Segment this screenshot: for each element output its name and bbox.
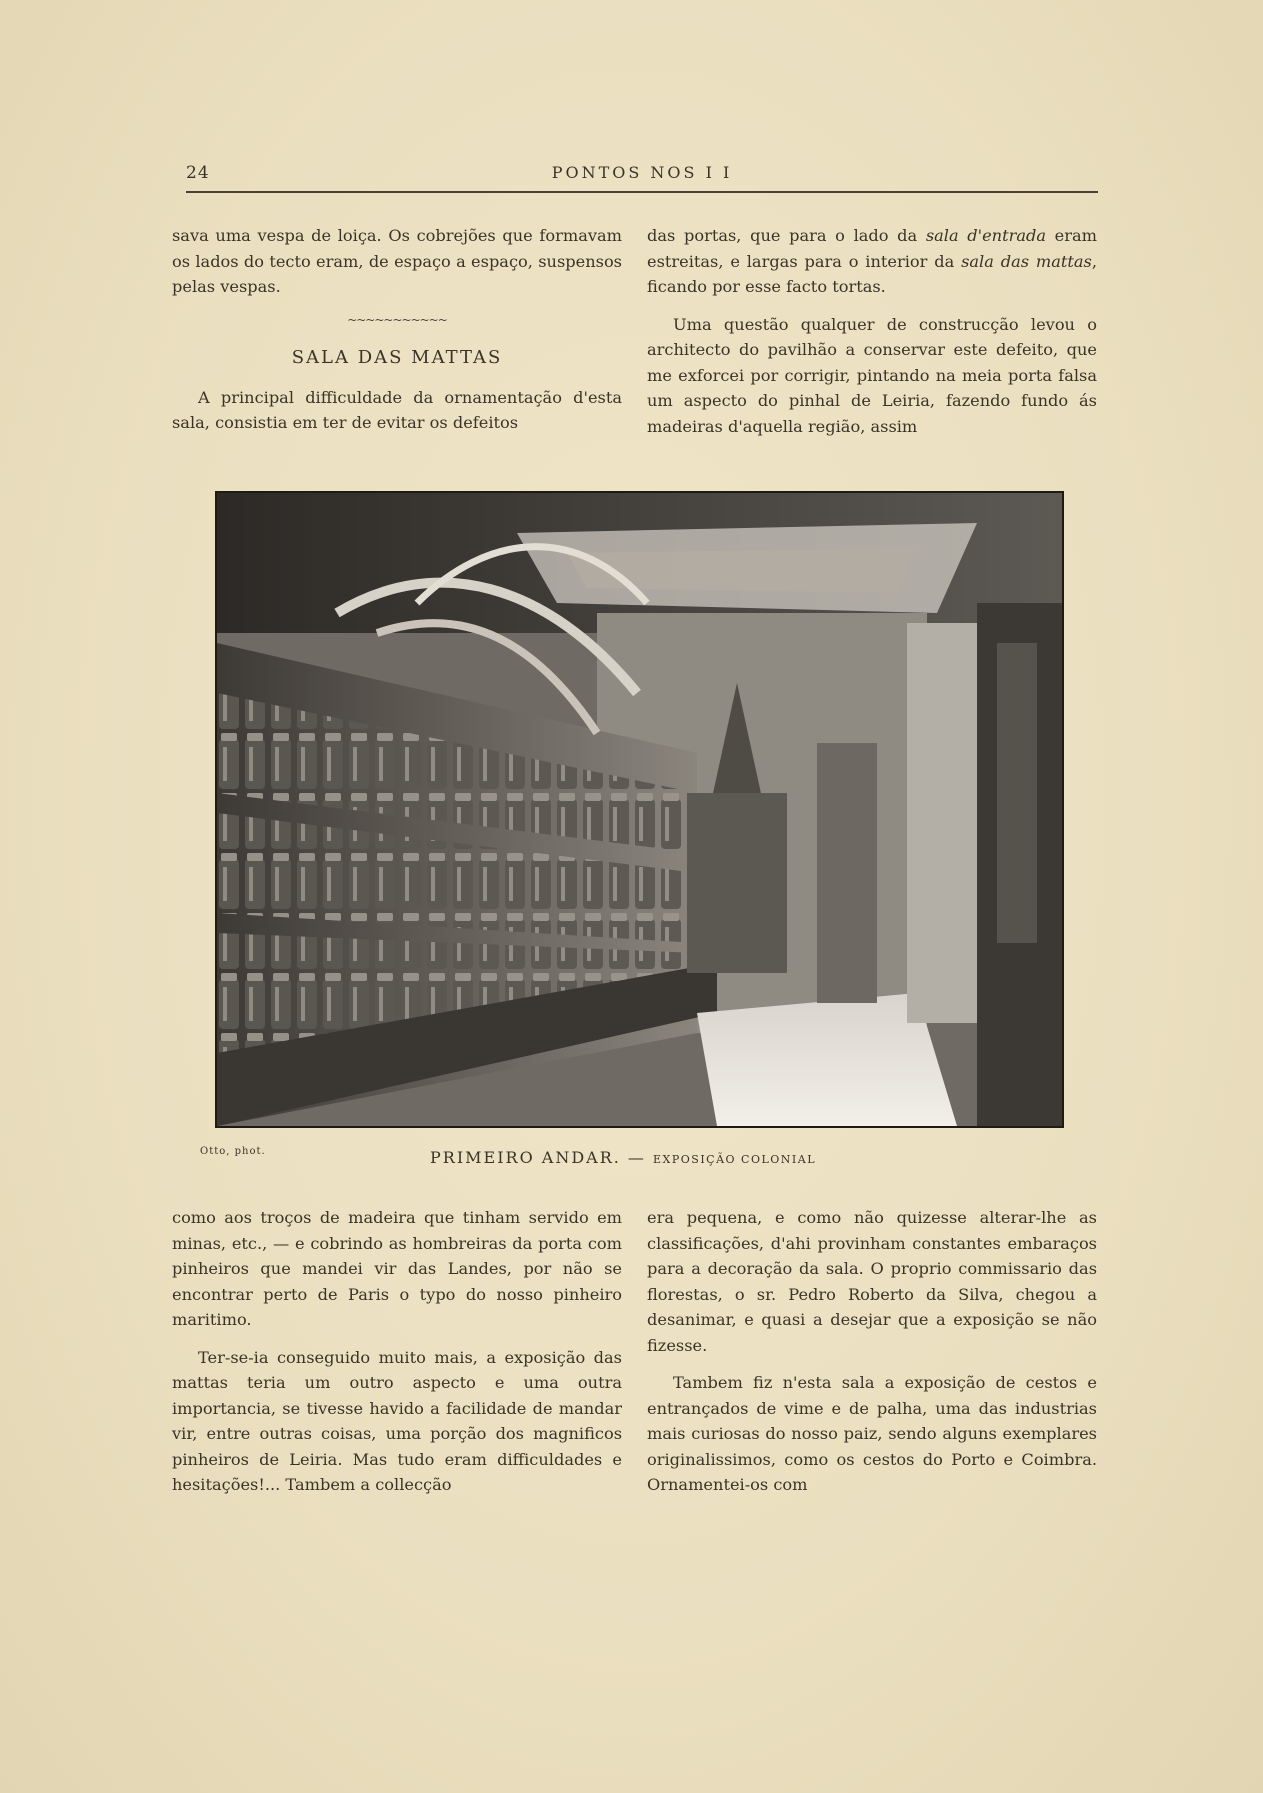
paragraph: sava uma vespa de loiça. Os cobrejões que formavam os lados do tecto eram, de espaço a espaço, suspensos pelas vespas.: [172, 226, 622, 296]
paragraph: Ter-se-ia conseguido muito mais, a exposição das mattas teria um outro aspecto e uma outra importancia, se tivesse havido a facilidade de mandar vir, entre outras coisas, uma porção dos magnificos pinheiros de Leiria. Mas tudo eram difficuldades e hesitações!... Tambem a collecção: [172, 1347, 622, 1494]
section-heading: SALA DAS MATTAS: [291, 347, 503, 368]
paragraph: era pequena, e como não quizesse alterar-lhe as classificações, d'ahi provinham constantes embaraços para a decoração da sala. O proprio commissario das florestas, o sr. Pedro Roberto da Silva, chegou a desanimar, e quasi a desejar que a exposição se não fizesse.: [647, 1208, 1097, 1355]
paragraph: como aos troços de madeira que tinham servido em minas, etc., — e cobrindo as hombreiras da porta com pinheiros que mandei vir das Landes, por não se encontrar perto de Paris o typo do nosso pinheiro maritimo.: [172, 1208, 622, 1329]
caption-sub: EXPOSIÇÃO COLONIAL: [653, 1153, 817, 1166]
section-ornament: ~~~~~~~~~~~: [347, 312, 447, 327]
emphasis: sala d'entrada: [925, 226, 1047, 245]
caption-main: PRIMEIRO ANDAR. —: [430, 1148, 654, 1167]
header-rule: [186, 191, 1098, 193]
text-run: das portas, que para o lado da: [647, 226, 926, 245]
column-bottom-left: [172, 1205, 622, 1498]
running-title: PONTOS NOS I I: [551, 163, 733, 182]
paragraph: Tambem fiz n'esta sala a exposição de cestos e entrançados de vime e de palha, uma das industrias mais curiosas do nosso paiz, sendo alguns exemplares originalissimos, como os cestos do Porto e Coimbra. Ornamentei-os com: [647, 1373, 1097, 1494]
column-bottom-right: [647, 1205, 1097, 1498]
paragraph: Uma questão qualquer de construcção levou o architecto do pavilhão a conservar este defeito, que me exforcei por corrigir, pintando na meia porta falsa um aspecto do pinhal de Leiria, fazendo fundo ás madeiras d'aquella região, assim: [647, 314, 1097, 436]
page-number: 24: [186, 163, 210, 183]
column-top-left: [172, 223, 622, 436]
column-top-right: [647, 223, 1097, 439]
exhibition-room-illustration: [217, 493, 1062, 1126]
paragraph: [647, 223, 1097, 300]
figure-caption: [430, 1148, 850, 1167]
running-head: [186, 163, 1098, 193]
text-run: , ficando por esse facto tortas.: [647, 251, 1097, 296]
paragraph: A principal difficuldade da ornamentação d'esta sala, consistia em ter de evitar os defeitos: [172, 387, 622, 432]
text-run: eram estreitas, e largas para o interior da: [647, 226, 1097, 271]
emphasis: sala das mattas: [961, 251, 1092, 271]
photo-credit: Otto, phot.: [200, 1146, 266, 1157]
photograph-exhibition-room: [215, 491, 1064, 1128]
